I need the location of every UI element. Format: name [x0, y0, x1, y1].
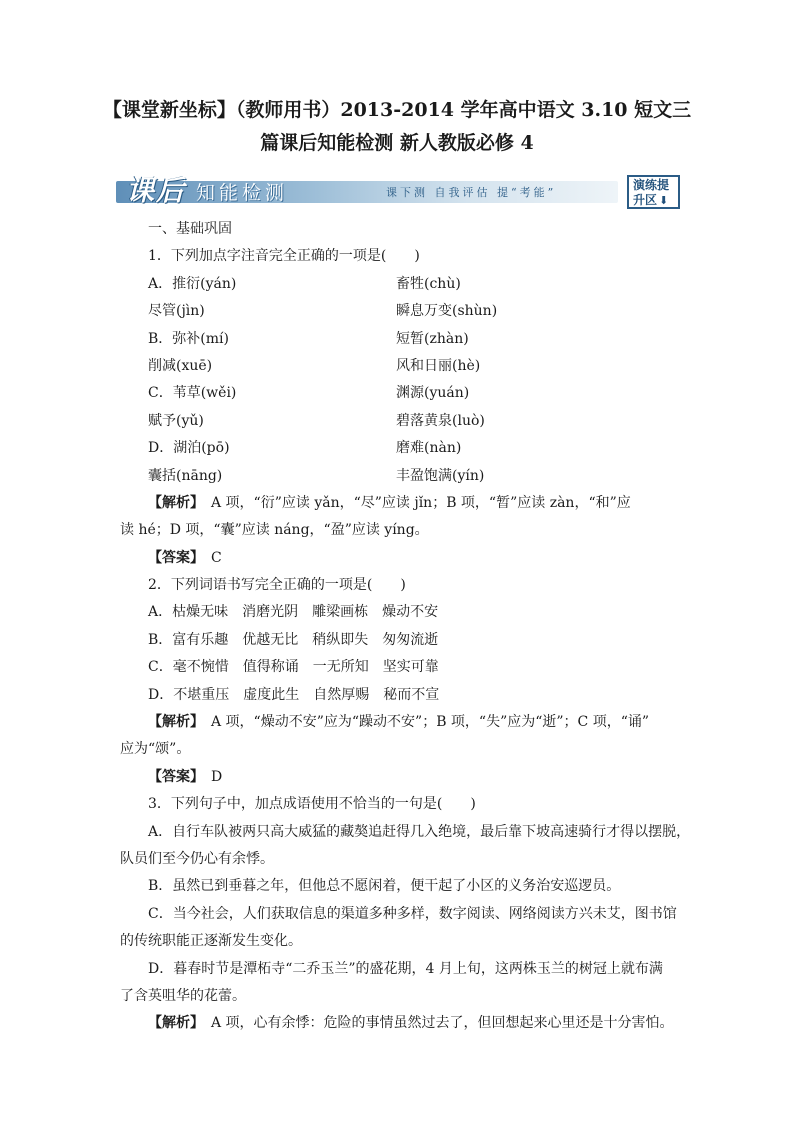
- analysis-label: 【解析】: [148, 1015, 197, 1032]
- q3-line: 的传统职能正逐渐发生变化。: [120, 933, 302, 950]
- q1-item: 畜牲(chù): [396, 275, 461, 292]
- q1-item: 风和日丽(hè): [396, 357, 481, 374]
- q1-item: 囊括(nāng): [148, 467, 223, 484]
- q3-line: A．自行车队被两只高大威猛的藏獒追赶得几入绝境，最后靠下坡高速骑行才得以摆脱，: [148, 823, 691, 840]
- banner-ke-hou: 课后: [126, 174, 187, 207]
- badge-line-1: 演练提: [633, 178, 670, 192]
- document-body: [120, 216, 691, 1038]
- q1-item: 磨难(nàn): [396, 440, 462, 457]
- q1-item: D．湖泊(pō): [148, 440, 230, 457]
- q1-item: C．苇草(wěi): [148, 385, 237, 402]
- q1-stem: 1．下列加点字注音完全正确的一项是( ): [148, 248, 420, 265]
- q3-line: D．暮春时节是潭柘寺“二乔玉兰”的盛花期，4 月上旬，这两株玉兰的树冠上就布满: [148, 960, 663, 977]
- q1-item: 丰盈饱满(yín): [396, 467, 485, 484]
- q1-row: [120, 380, 680, 407]
- q2-stem: 2．下列词语书写完全正确的一项是( ): [148, 577, 406, 594]
- banner-subtitle: 课下测 自我评估 提“考能”: [386, 186, 557, 199]
- q1-item: 渊源(yuán): [396, 385, 470, 402]
- q1-answer: [120, 545, 680, 572]
- analysis-label: 【解析】: [148, 494, 197, 511]
- q1-analysis-cont: 读 hé；D 项，“囊”应读 náng，“盈”应读 yíng。: [120, 522, 429, 539]
- q2-analysis: [120, 709, 680, 736]
- q2-analysis-cont: 应为“颂”。: [120, 741, 191, 758]
- analysis-text: A 项，“燥动不安”应为“躁动不安”；B 项，“失”应为“逝”；C 项，“诵”: [197, 714, 650, 731]
- title-line-2: 篇课后知能检测 新人教版必修 4: [260, 132, 534, 154]
- q2-option: A．枯燥无味 消磨光阴 雕梁画栋 燥动不安: [148, 604, 439, 621]
- q1-item: 尽管(jìn): [148, 303, 205, 320]
- analysis-label: 【解析】: [148, 714, 197, 731]
- q3-line: B．虽然已到垂暮之年，但他总不愿闲着，便干起了小区的义务治安巡逻员。: [148, 878, 621, 895]
- q1-row: [120, 353, 680, 380]
- banner-zhi-neng: 知能检测: [196, 182, 289, 204]
- badge-line-2: 升区: [633, 193, 658, 207]
- section-banner: [116, 172, 684, 212]
- q1-item: 短暂(zhàn): [396, 330, 469, 347]
- q3-line: 了含英咀华的花蕾。: [120, 987, 246, 1004]
- q2-option: B．富有乐趣 优越无比 稍纵即失 匆匆流逝: [148, 631, 439, 648]
- q2-option: C．毫不惋惜 值得称诵 一无所知 坚实可靠: [148, 659, 439, 676]
- q1-item: 削减(xuē): [148, 357, 213, 374]
- answer-value: C: [197, 549, 222, 566]
- q1-item: 碧落黄泉(luò): [396, 412, 485, 429]
- q1-row: [120, 435, 680, 462]
- q3-stem: 3．下列句子中，加点成语使用不恰当的一句是( ): [148, 796, 476, 813]
- q1-row: [120, 298, 680, 325]
- answer-label: 【答案】: [148, 768, 197, 785]
- practice-zone-badge: [627, 175, 680, 209]
- q1-row: [120, 408, 680, 435]
- answer-value: D: [197, 768, 223, 785]
- q1-item: B．弥补(mí): [148, 330, 229, 347]
- q1-item: 瞬息万变(shùn): [396, 303, 498, 320]
- analysis-text: A 项，“衍”应读 yǎn，“尽”应读 jǐn；B 项，“暂”应读 zàn，“和”应: [197, 494, 631, 511]
- analysis-text: A 项，心有余悸：危险的事情虽然过去了，但回想起来心里还是十分害怕。: [197, 1015, 674, 1032]
- q1-item: A．推衍(yán): [148, 275, 237, 292]
- section-heading: 一、基础巩固: [148, 221, 232, 237]
- q3-line: C．当今社会，人们获取信息的渠道多种多样，数字阅读、网络阅读方兴未艾，图书馆: [148, 905, 677, 922]
- title-line-1: 【课堂新坐标】（教师用书）2013-2014 学年高中语文 3.10 短文三: [102, 99, 692, 121]
- q2-answer: [120, 764, 680, 791]
- q3-line: 队员们至今仍心有余悸。: [120, 850, 274, 867]
- q1-analysis: [120, 490, 680, 517]
- answer-label: 【答案】: [148, 549, 197, 566]
- down-arrow-icon: ⬇: [659, 194, 669, 207]
- q3-analysis: [120, 1010, 680, 1037]
- q2-option: D．不堪重压 虚度此生 自然厚赐 秘而不宣: [148, 686, 440, 703]
- q1-row: [120, 463, 680, 490]
- q1-row: [120, 326, 680, 353]
- q1-row: [120, 271, 680, 298]
- q1-item: 赋予(yǔ): [148, 412, 204, 429]
- document-title: [100, 94, 694, 160]
